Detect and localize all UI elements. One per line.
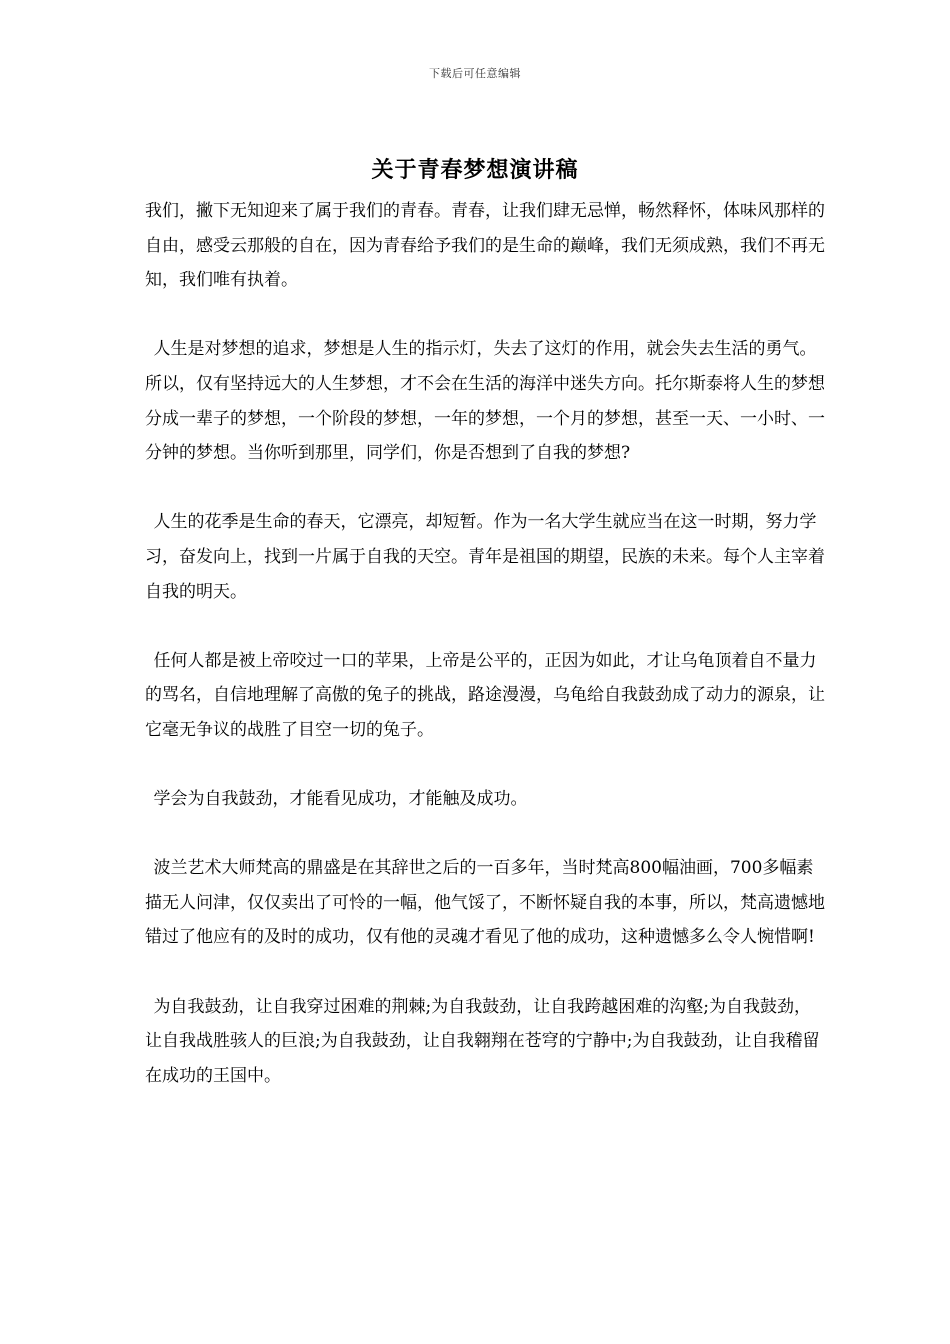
document-title: 关于青春梦想演讲稿 — [371, 157, 579, 183]
paragraph: 人生的花季是生命的春天，它漂亮，却短暂。作为一名大学生就应当在这一时期，努力学习，奋发向上，找到一片属于自我的天空。青年是祖国的期望，民族的未来。每个人主宰着自我的明天。 — [145, 512, 825, 602]
paragraph: 我们，撇下无知迎来了属于我们的青春。青春，让我们肆无忌惮，畅然释怀，体味风那样的自由，感受云那般的自在，因为青春给予我们的是生命的巅峰，我们无须成熟，我们不再无知，我们唯有执着。 — [145, 201, 825, 291]
paragraph: 为自我鼓劲，让自我穿过困难的荆棘;为自我鼓劲，让自我跨越困难的沟壑;为自我鼓劲，让自我战胜骇人的巨浪;为自我鼓劲，让自我翱翔在苍穹的宁静中;为自我鼓劲，让自我稽留在成功的王国中。 — [145, 996, 820, 1086]
paragraph: 波兰艺术大师梵高的鼎盛是在其辞世之后的一百多年，当时梵高800幅油画，700多幅素描无人问津，仅仅卖出了可怜的一幅，他气馁了，不断怀疑自我的本事，所以，梵高遗憾地错过了他应有的及时的成功，仅有他的灵魂才看见了他的成功，这种遗憾多么令人惋惜啊! — [145, 858, 825, 948]
paragraph: 学会为自我鼓劲，才能看见成功，才能触及成功。 — [153, 789, 528, 810]
document-body — [145, 194, 825, 1128]
paragraph: 任何人都是被上帝咬过一口的苹果，上帝是公平的，正因为如此，才让乌龟顶着自不量力的骂名，自信地理解了高傲的兔子的挑战，路途漫漫，乌龟给自我鼓劲成了动力的源泉，让它毫无争议的战胜了目空一切的兔子。 — [145, 650, 825, 740]
page-header-note: 下载后可任意编辑 — [429, 67, 521, 80]
paragraph: 人生是对梦想的追求，梦想是人生的指示灯，失去了这灯的作用，就会失去生活的勇气。所以，仅有坚持远大的人生梦想，才不会在生活的海洋中迷失方向。托尔斯泰将人生的梦想分成一辈子的梦想，一个阶段的梦想，一年的梦想，一个月的梦想，甚至一天、一小时、一分钟的梦想。当你听到那里，同学们，你是否想到了自我的梦想? — [145, 339, 825, 464]
